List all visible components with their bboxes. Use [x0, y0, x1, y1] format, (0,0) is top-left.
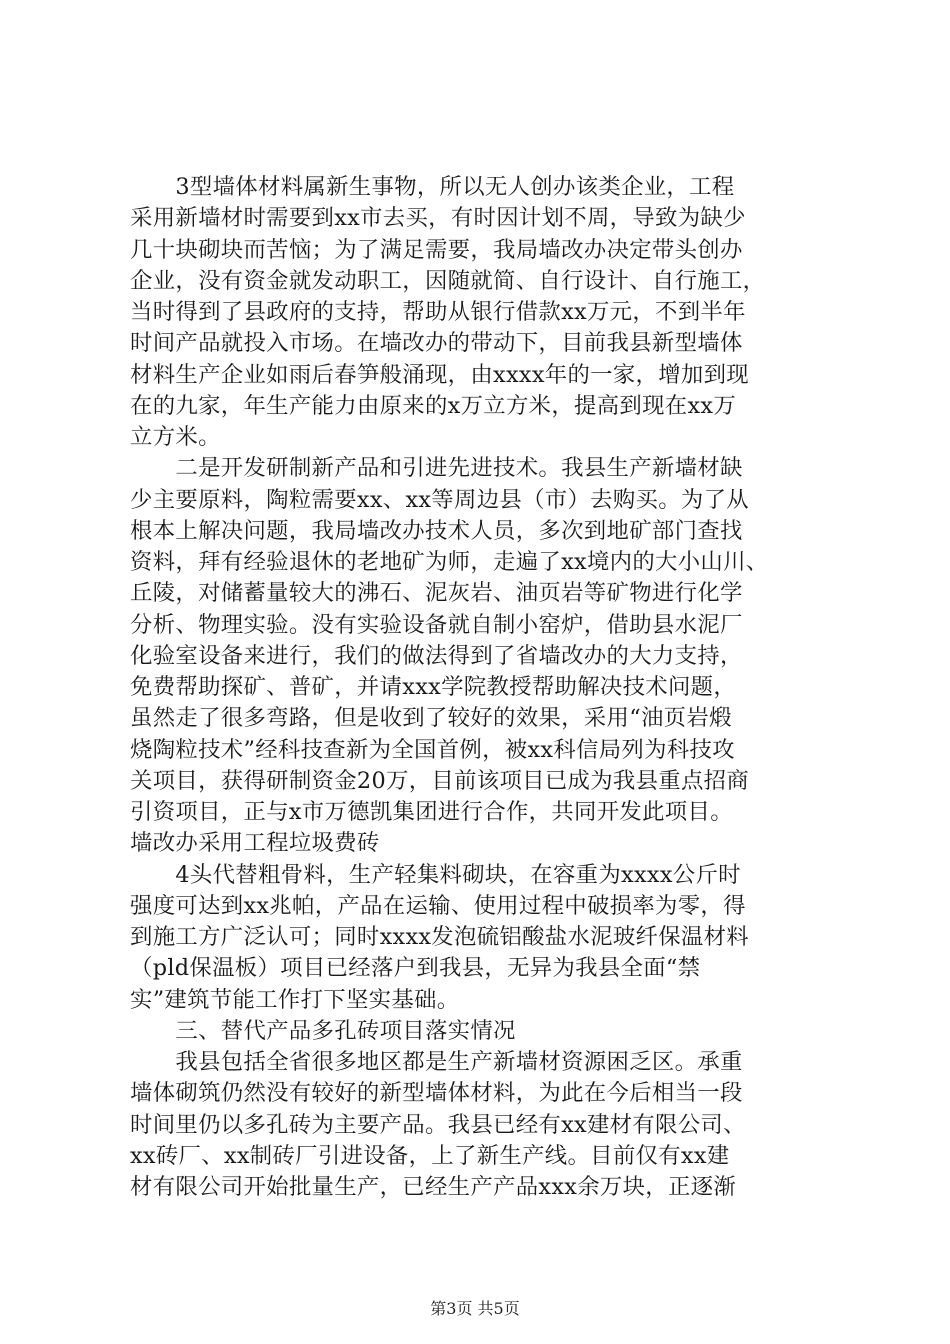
text-line: 少主要原料，陶粒需要xx、xx等周边县（市）去购买。为了从	[130, 486, 749, 513]
text-line: 化验室设备来进行，我们的做法得到了省墙改办的大力支持，	[130, 642, 743, 669]
text-line: 到施工方广泛认可；同时xxxx发泡硫铝酸盐水泥玻纤保温材料	[130, 924, 749, 950]
text-line: 强度可达到xx兆帕，产品在运输、使用过程中破损率为零，得	[130, 892, 746, 919]
text-line: 立方米。	[130, 424, 221, 450]
text-line: 引资项目，正与x市万德凯集团进行合作，共同开发此项目。	[130, 799, 733, 825]
text-line: 实”建筑节能工作打下坚实基础。	[130, 986, 460, 1013]
text-line: 分析、物理实验。没有实验设备就自制小窑炉，借助县水泥厂	[130, 611, 743, 638]
text-line: 几十块砌块而苦恼；为了满足需要，我局墙改办决定带头创办	[130, 236, 743, 263]
document-body	[130, 172, 830, 1203]
text-line: 时间里仍以多孔砖为主要产品。我县已经有xx建材有限公司、	[130, 1111, 746, 1138]
text-line: 4头代替粗骨料，生产轻集料砌块，在容重为xxxx公斤时	[130, 861, 741, 888]
text-line: 当时得到了县政府的支持，帮助从银行借款xx万元，不到半年	[130, 299, 746, 325]
text-line: 在的九家，年生产能力由原来的x万立方米，提高到现在xx万	[130, 392, 737, 419]
text-line: 二是开发研制新产品和引进先进技术。我县生产新墙材缺	[130, 455, 743, 482]
text-line: 时间产品就投入市场。在墙改办的带动下，目前我县新型墙体	[130, 330, 743, 357]
text-line: 根本上解决问题，我局墙改办技术人员，多次到地矿部门查找	[130, 517, 743, 544]
text-line: 企业，没有资金就发动职工，因随就简、自行设计、自行施工，	[130, 267, 766, 294]
text-line: 丘陵，对储蓄量较大的沸石、泥灰岩、油页岩等矿物进行化学	[130, 580, 743, 607]
page-footer: 第3页 共5页	[430, 1299, 520, 1318]
text-line: 材料生产企业如雨后春笋般涌现，由xxxx年的一家，增加到现	[130, 361, 749, 388]
text-line: 材有限公司开始批量生产，已经生产产品xxx余万块，正逐渐	[130, 1174, 737, 1200]
text-line: 虽然走了很多弯路，但是收到了较好的效果，采用“油页岩煅	[130, 705, 732, 732]
text-line: 烧陶粒技术”经科技查新为全国首例，被xx科信局列为科技攻	[130, 736, 735, 763]
text-line: 资料，拜有经验退休的老地矿为师，走遍了xx境内的大小山川、	[130, 549, 769, 575]
text-line: 墙改办采用工程垃圾费砖	[130, 830, 380, 857]
text-line: 三、替代产品多孔砖项目落实情况	[130, 1017, 516, 1044]
text-line: 我县包括全省很多地区都是生产新墙材资源困乏区。承重	[130, 1049, 743, 1075]
text-line: 墙体砌筑仍然没有较好的新型墙体材料，为此在今后相当一段	[130, 1080, 743, 1107]
text-line: 关项目，获得研制资金20万，目前该项目已成为我县重点招商	[130, 767, 750, 794]
text-line: 免费帮助探矿、普矿，并请xxx学院教授帮助解决技术问题，	[130, 674, 737, 700]
text-line: 3型墙体材料属新生事物，所以无人创办该类企业，工程	[130, 174, 735, 200]
text-line: xx砖厂、xx制砖厂引进设备，上了新生产线。目前仅有xx建	[130, 1142, 730, 1169]
text-line: （pld保温板）项目已经落户到我县，无异为我县全面“禁	[130, 955, 701, 982]
text-line: 采用新墙材时需要到xx市去买，有时因计划不周，导致为缺少	[130, 205, 746, 232]
